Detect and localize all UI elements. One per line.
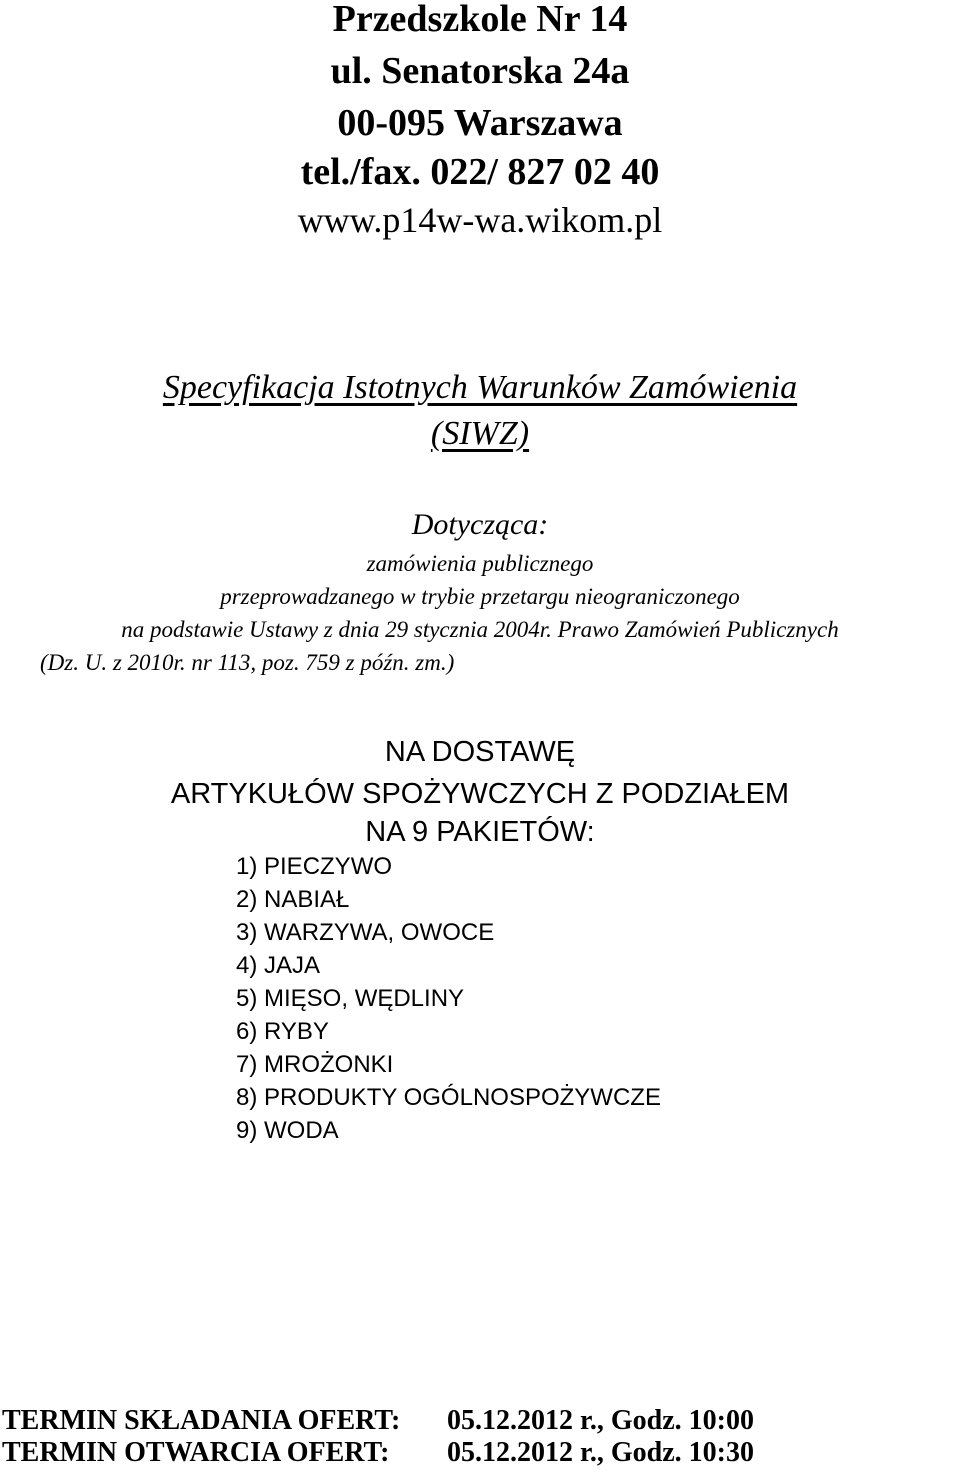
regarding-line: przeprowadzanego w trybie przetargu nieograniczonego (220, 584, 740, 609)
list-item: 6) RYBY (236, 1018, 329, 1045)
title-line: Specyfikacja Istotnych Warunków Zamówienia (162, 369, 798, 406)
school-name: Przedszkole Nr 14 (332, 0, 628, 40)
list-item: 7) MROŻONKI (236, 1051, 394, 1078)
regarding-line: na podstawie Ustawy z dnia 29 stycznia 2004r. Prawo Zamówień Publicznych (121, 617, 839, 642)
subject-line: NA 9 PAKIETÓW: (365, 816, 595, 848)
school-city: 00-095 Warszawa (337, 102, 623, 144)
list-item: 5) MIĘSO, WĘDLINY (236, 985, 465, 1012)
opening-deadline-value: 05.12.2012 r., Godz. 10:30 (447, 1437, 754, 1468)
regarding-heading: Dotycząca: (411, 508, 549, 541)
opening-deadline-label: TERMIN OTWARCIA OFERT: (2, 1437, 390, 1468)
list-item: 3) WARZYWA, OWOCE (236, 919, 495, 946)
list-item: 1) PIECZYWO (236, 853, 393, 880)
regarding-line: (Dz. U. z 2010r. nr 113, poz. 759 z późn. zm.) (40, 650, 455, 675)
list-item: 2) NABIAŁ (236, 886, 350, 913)
school-street: ul. Senatorska 24a (330, 50, 630, 92)
list-item: 8) PRODUKTY OGÓLNOSPOŻYWCZE (236, 1084, 661, 1111)
school-phone: tel./fax. 022/ 827 02 40 (300, 151, 660, 193)
regarding-line: zamówienia publicznego (366, 551, 594, 576)
list-item: 9) WODA (236, 1117, 339, 1144)
subject-line: ARTYKUŁÓW SPOŻYWCZYCH Z PODZIAŁEM (170, 778, 790, 810)
submission-deadline-label: TERMIN SKŁADANIA OFERT: (2, 1405, 401, 1436)
submission-deadline-value: 05.12.2012 r., Godz. 10:00 (447, 1405, 754, 1436)
list-item: 4) JAJA (236, 952, 321, 979)
title-acronym: (SIWZ) (430, 415, 530, 452)
subject-line: NA DOSTAWĘ (384, 736, 576, 768)
school-website: www.p14w-wa.wikom.pl (297, 200, 663, 240)
